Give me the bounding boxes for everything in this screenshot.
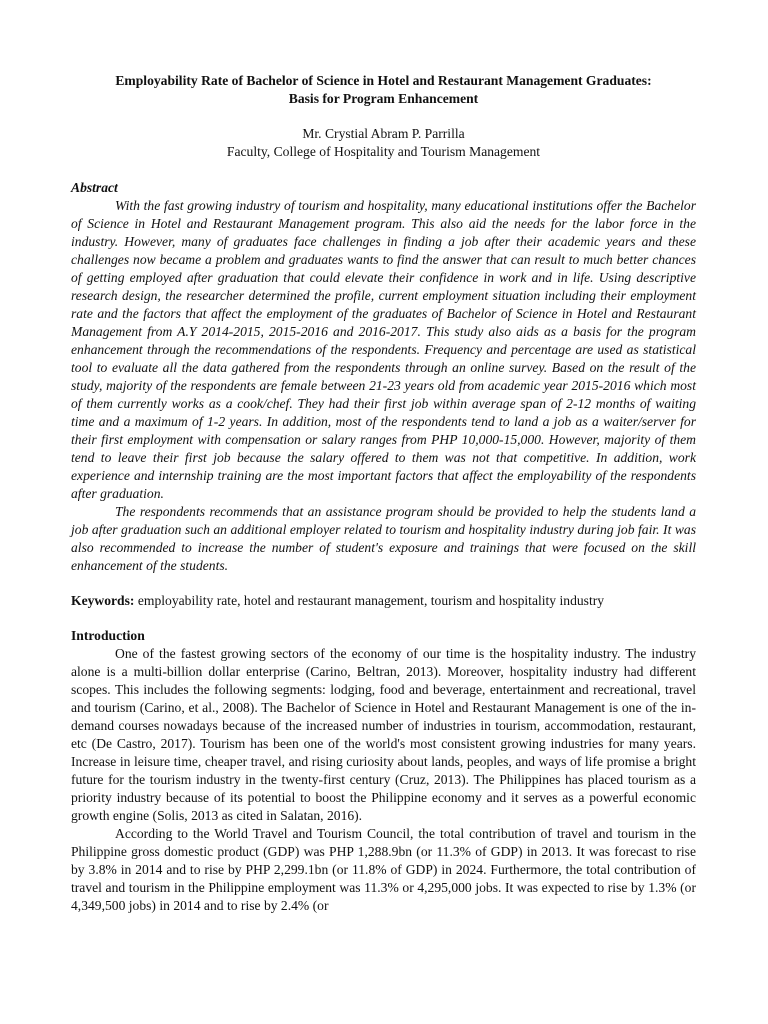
abstract-paragraph-1: With the fast growing industry of tourism and hospitality, many educational institutions offer the Bachelor of Science in Hotel and Restaurant Management program. This also aid the needs for the labor force in the industry. However, many of graduates face challenges in finding a job after their academic years and these challenges now became a problem and graduates wants to find the answer that can result to much better chances of getting employed after graduation that could elevate their confidence in work and in life. Using descriptive research design, the researcher determined the profile, current employment situation including their employment rate and the factors that affect the employment of the graduates of Bachelor of Science in Hotel and Restaurant Management from A.Y 2014-2015, 2015-2016 and 2016-2017. This study also aids as a basis for the program enhancement through the recommendations of the respondents. Frequency and percentage are used as statistical tool to evaluate all the data gathered from the respondents through an online survey. Based on the result of the study, majority of the respondents are female between 21-23 years old from academic year 2015-2016 which most of them currently works as a cook/chef. They had their first job within average span of 2-12 months of waiting time and a maximum of 1-2 years. In addition, most of the respondents tend to land a job as a waiter/server for their first employment with compensation or salary ranges from PHP 10,000-15,000. However, majority of them tend to leave their first job because the salary offered to them was not that competitive. In addition, work experience and internship training are the most important factors that affect the employability of the respondents after graduation. [71, 198, 696, 501]
author-name: Mr. Crystial Abram P. Parrilla [302, 126, 465, 141]
abstract-paragraph-2: The respondents recommends that an assistance program should be provided to help the students land a job after graduation such an additional employer related to tourism and hospitality industry during job fair. It was also recommended to increase the number of student's exposure and trainings that were focused on the skill enhancement of the students. [71, 504, 696, 573]
author-block [71, 125, 696, 161]
author-affiliation: Faculty, College of Hospitality and Tourism Management [226, 144, 541, 159]
title-line-2: Basis for Program Enhancement [288, 91, 479, 106]
introduction-paragraph-2: According to the World Travel and Tourism Council, the total contribution of travel and tourism in the Philippine gross domestic product (GDP) was PHP 1,288.9bn (or 11.3% of GDP) in 2013. It was forecast to rise by 3.8% in 2014 and to rise by PHP 2,299.1bn (or 11.8% of GDP) in 2024. Furthermore, the total contribution of travel and tourism in the Philippine employment was 11.3% or 4,295,000 jobs. It was expected to rise by 1.3% (or 4,349,500 jobs) in 2014 and to rise by 2.4% (or [71, 826, 696, 913]
keywords-text: employability rate, hotel and restaurant management, tourism and hospitality industry [134, 593, 605, 608]
keywords-label: Keywords: [71, 593, 135, 608]
introduction-paragraph-1: One of the fastest growing sectors of the economy of our time is the hospitality industry. The industry alone is a multi-billion dollar enterprise (Carino, Beltran, 2013). Moreover, hospitality industry had different scopes. This includes the following segments: lodging, food and beverage, entertainment and recreational, travel and tourism (Carino, et al., 2008). The Bachelor of Science in Hotel and Restaurant Management is one of the in-demand courses nowadays because of the increased number of industries in tourism, accommodation, restaurant, etc (De Castro, 2017). Tourism has been one of the world's most consistent growing industries for many years. Increase in leisure time, cheaper travel, and rising curiosity about lands, peoples, and ways of life promise a bright future for the tourism industry in the twenty-first century (Cruz, 2013). The Philippines has placed tourism as a priority industry because of its potential to boost the Philippine economy and it serves as a powerful economic growth engine (Solis, 2013 as cited in Salatan, 2016). [71, 646, 696, 823]
introduction-heading: Introduction [71, 628, 145, 643]
paper-title [71, 72, 696, 108]
title-line-1: Employability Rate of Bachelor of Science in Hotel and Restaurant Management Graduates: [115, 73, 652, 88]
abstract-heading: Abstract [71, 180, 118, 195]
keywords-line [71, 592, 696, 610]
